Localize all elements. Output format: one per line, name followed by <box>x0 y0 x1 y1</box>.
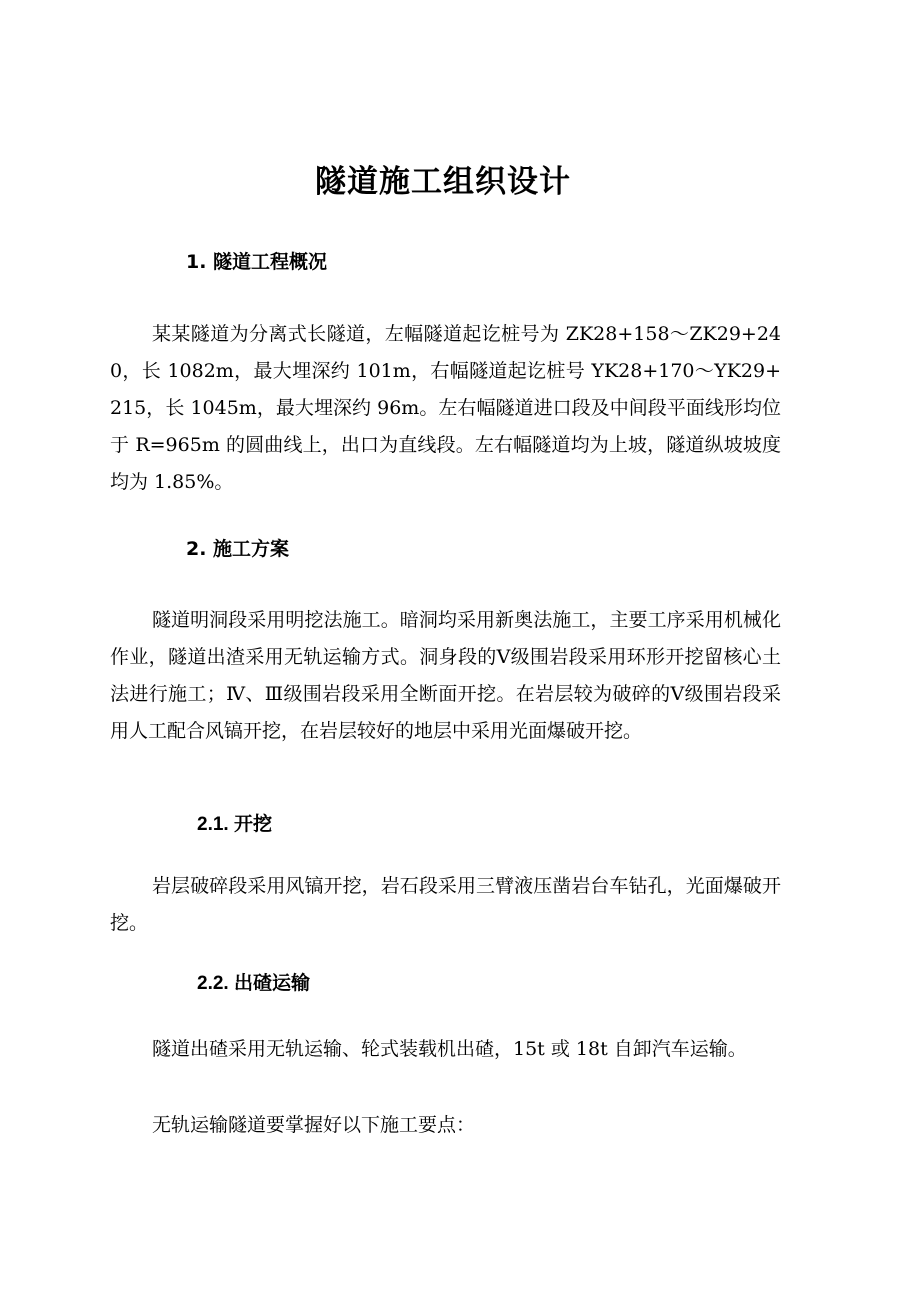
section-heading-construction-plan: 2. 施工方案 <box>186 538 290 560</box>
section-heading-overview: 1. 隧道工程概况 <box>186 251 328 273</box>
paragraph-trackless-transport-points: 无轨运输隧道要掌握好以下施工要点： <box>152 1114 476 1136</box>
section-heading-excavation: 2.1. 开挖 <box>197 814 272 835</box>
paragraph-overview: 某某隧道为分离式长隧道，左幅隧道起讫桩号为 ZK28+158～ZK29+240，长 1082m，最大埋深约 101m，右幅隧道起讫桩号 YK28+170～YK29+215，长 1045m，最大埋深约 96m。左右幅隧道进口段及中间段平面线形均位于 R=965m 的圆曲线上，出口为直线段。左右幅隧道均为上坡，隧道纵坡坡度均为 1.85%。 <box>110 323 781 493</box>
document-title: 隧道施工组织设计 <box>315 164 571 200</box>
paragraph-construction-plan: 隧道明洞段采用明挖法施工。暗洞均采用新奥法施工，主要工序采用机械化作业，隧道出渣采用无轨运输方式。洞身段的Ⅴ级围岩段采用环形开挖留核心土法进行施工；Ⅳ、Ⅲ级围岩段采用全断面开挖。在岩层较为破碎的Ⅴ级围岩段采用人工配合风镐开挖，在岩层较好的地层中采用光面爆破开挖。 <box>110 609 781 742</box>
paragraph-muck-transport: 隧道出碴采用无轨运输、轮式装载机出碴，15t 或 18t 自卸汽车运输。 <box>152 1038 747 1060</box>
section-heading-muck-transport: 2.2. 出碴运输 <box>197 973 310 994</box>
paragraph-excavation: 岩层破碎段采用风镐开挖，岩石段采用三臂液压凿岩台车钻孔，光面爆破开挖。 <box>110 875 781 934</box>
